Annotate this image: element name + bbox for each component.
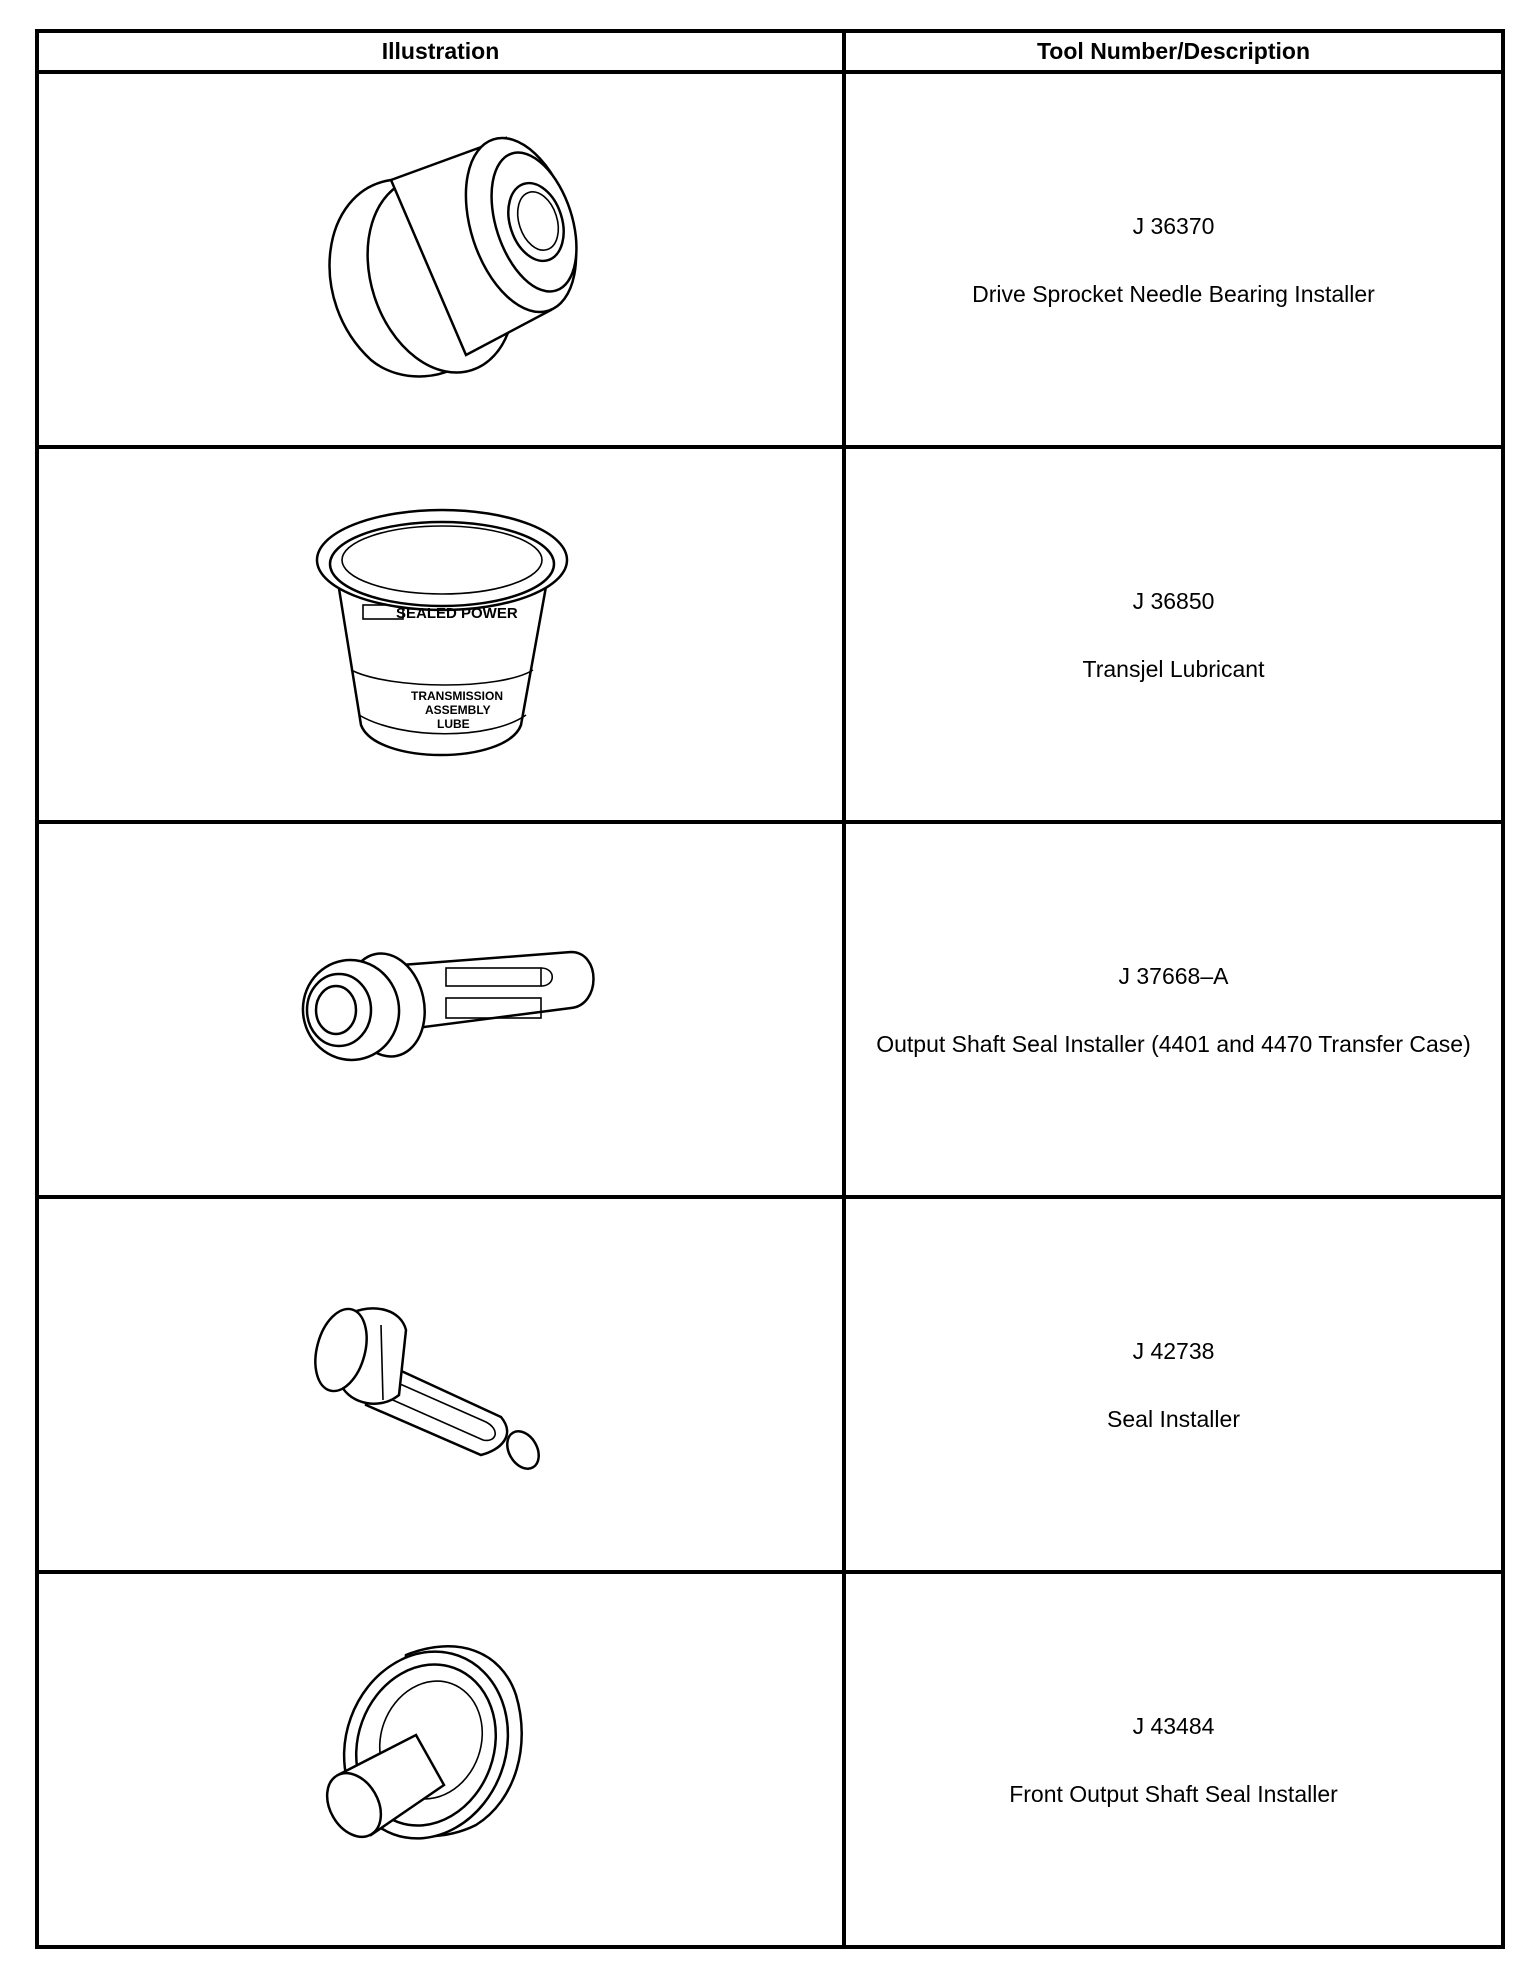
illustration-cell: [37, 447, 844, 822]
table-row: [37, 1572, 1503, 1947]
header-row: [37, 31, 1503, 72]
description-cell: [844, 447, 1503, 822]
illustration-cell: [37, 1197, 844, 1572]
table-row: [37, 822, 1503, 1197]
description-cell: [844, 72, 1503, 447]
label-line1: TRANSMISSION: [410, 688, 503, 703]
tool-header: Tool Number/Description: [844, 31, 1503, 72]
table-row: [37, 447, 1503, 822]
label-brand: SEALED POWER: [395, 604, 518, 622]
illustration-header: Illustration: [37, 31, 844, 72]
label-line2: ASSEMBLY: [424, 702, 491, 717]
illustration-cell: [37, 822, 844, 1197]
tool-description: Front Output Shaft Seal Installer: [1009, 1780, 1338, 1807]
tool-number: J 36370: [1132, 212, 1215, 239]
front-seal-installer-icon: [316, 1635, 566, 1885]
tool-number: J 36850: [1132, 587, 1215, 614]
table-row: [37, 1197, 1503, 1572]
tool-description: Drive Sprocket Needle Bearing Installer: [972, 280, 1375, 307]
lubricant-tub-icon: [301, 490, 581, 780]
seal-installer-icon: [311, 1285, 571, 1485]
illustration-cell: [37, 1572, 844, 1947]
description-cell: [844, 1197, 1503, 1572]
bearing-installer-icon: [281, 110, 601, 410]
description-cell: [844, 1572, 1503, 1947]
tool-description: Seal Installer: [1107, 1405, 1240, 1432]
illustration-cell: [37, 72, 844, 447]
tool-description: Output Shaft Seal Installer (4401 and 4470 Transfer Case): [876, 1030, 1471, 1057]
tool-number: J 43484: [1132, 1712, 1215, 1739]
description-cell: [844, 822, 1503, 1197]
label-line3: LUBE: [436, 716, 470, 731]
tool-number: J 42738: [1132, 1337, 1215, 1364]
tools-table: [35, 29, 1505, 1949]
tool-number: J 37668–A: [1118, 962, 1229, 989]
tool-description: Transjel Lubricant: [1082, 655, 1265, 682]
shaft-seal-installer-icon: [281, 910, 601, 1110]
table-row: [37, 72, 1503, 447]
